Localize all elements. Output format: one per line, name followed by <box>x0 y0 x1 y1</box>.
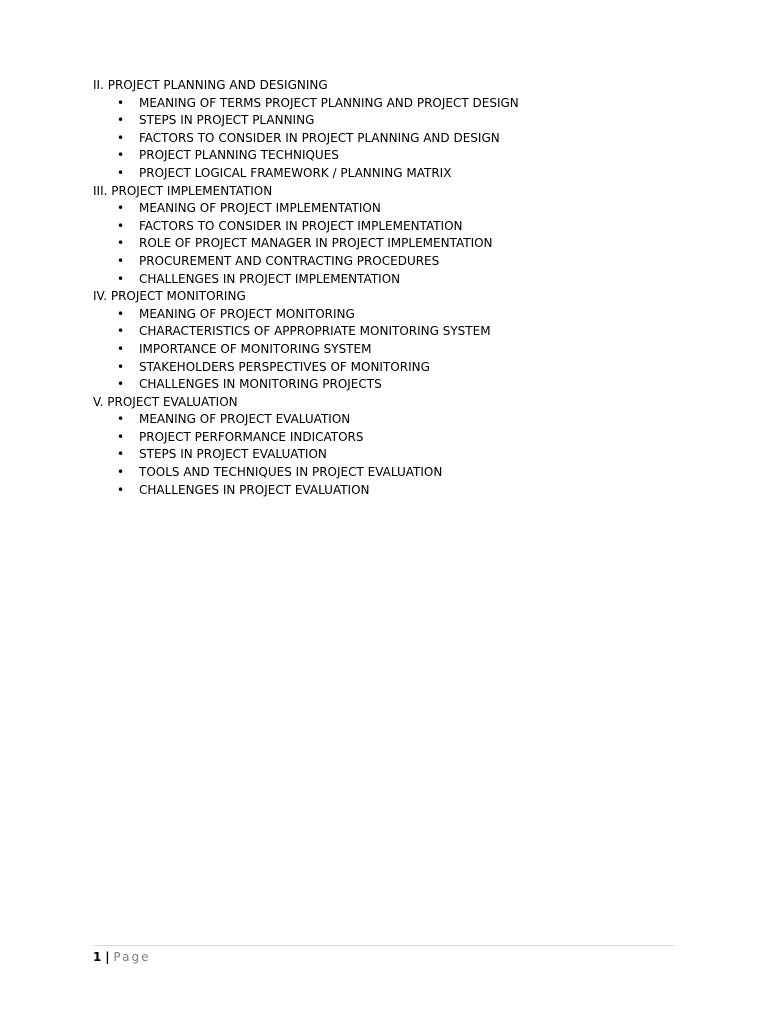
section-project-monitoring <box>93 288 693 394</box>
bullet-list <box>93 95 693 183</box>
bullet-icon: • <box>117 95 125 110</box>
bullet-list <box>93 411 693 499</box>
list-item-text: PROJECT PERFORMANCE INDICATORS <box>139 429 364 444</box>
bullet-list <box>93 200 693 288</box>
list-item-text: STAKEHOLDERS PERSPECTIVES OF MONITORING <box>139 359 430 374</box>
page-number: 1 <box>93 950 102 964</box>
list-item <box>93 306 693 324</box>
section-project-planning <box>93 77 693 183</box>
list-item <box>93 253 693 271</box>
bullet-icon: • <box>117 130 125 145</box>
list-item-text: CHALLENGES IN MONITORING PROJECTS <box>139 377 382 392</box>
list-item-text: IMPORTANCE OF MONITORING SYSTEM <box>139 341 372 356</box>
list-item <box>93 112 693 130</box>
list-item-text: PROJECT LOGICAL FRAMEWORK / PLANNING MATRIX <box>139 165 452 180</box>
bullet-icon: • <box>117 412 125 427</box>
bullet-icon: • <box>117 482 125 497</box>
bullet-icon: • <box>117 465 125 480</box>
page-footer <box>93 945 675 965</box>
bullet-icon: • <box>117 429 125 444</box>
bullet-list <box>93 306 693 394</box>
page-label: Page <box>113 950 151 964</box>
document-body <box>93 77 693 499</box>
section-heading: IV. PROJECT MONITORING <box>93 289 246 304</box>
list-item-text: MEANING OF PROJECT MONITORING <box>139 306 355 321</box>
list-item-text: PROJECT PLANNING TECHNIQUES <box>139 148 339 163</box>
list-item <box>93 376 693 394</box>
bullet-icon: • <box>117 253 125 268</box>
list-item-text: STEPS IN PROJECT PLANNING <box>139 113 315 128</box>
list-item-text: MEANING OF PROJECT EVALUATION <box>139 412 351 427</box>
bullet-icon: • <box>117 236 125 251</box>
list-item <box>93 235 693 253</box>
bullet-icon: • <box>117 306 125 321</box>
list-item <box>93 147 693 165</box>
bullet-icon: • <box>117 201 125 216</box>
bullet-icon: • <box>117 165 125 180</box>
list-item <box>93 482 693 500</box>
footer-separator: | <box>105 950 110 964</box>
bullet-icon: • <box>117 341 125 356</box>
list-item <box>93 464 693 482</box>
section-project-evaluation <box>93 394 693 500</box>
list-item <box>93 359 693 377</box>
section-heading: II. PROJECT PLANNING AND DESIGNING <box>93 78 328 92</box>
bullet-icon: • <box>117 447 125 462</box>
list-item-text: CHALLENGES IN PROJECT IMPLEMENTATION <box>139 271 401 286</box>
list-item <box>93 271 693 289</box>
section-project-implementation <box>93 183 693 289</box>
list-item-text: FACTORS TO CONSIDER IN PROJECT PLANNING AND DESIGN <box>139 130 500 145</box>
list-item-text: MEANING OF TERMS PROJECT PLANNING AND PROJECT DESIGN <box>139 95 519 110</box>
bullet-icon: • <box>117 324 125 339</box>
bullet-icon: • <box>117 148 125 163</box>
list-item <box>93 95 693 113</box>
list-item-text: STEPS IN PROJECT EVALUATION <box>139 447 327 462</box>
bullet-icon: • <box>117 218 125 233</box>
list-item <box>93 323 693 341</box>
list-item <box>93 165 693 183</box>
bullet-icon: • <box>117 377 125 392</box>
list-item-text: CHALLENGES IN PROJECT EVALUATION <box>139 482 370 497</box>
list-item <box>93 130 693 148</box>
bullet-icon: • <box>117 359 125 374</box>
list-item-text: FACTORS TO CONSIDER IN PROJECT IMPLEMENTATION <box>139 218 463 233</box>
bullet-icon: • <box>117 271 125 286</box>
list-item <box>93 429 693 447</box>
list-item <box>93 411 693 429</box>
list-item-text: MEANING OF PROJECT IMPLEMENTATION <box>139 201 381 216</box>
list-item-text: ROLE OF PROJECT MANAGER IN PROJECT IMPLEMENTATION <box>139 236 493 251</box>
list-item <box>93 446 693 464</box>
section-heading: V. PROJECT EVALUATION <box>93 394 238 409</box>
section-heading: III. PROJECT IMPLEMENTATION <box>93 183 273 198</box>
list-item <box>93 341 693 359</box>
list-item-text: CHARACTERISTICS OF APPROPRIATE MONITORING SYSTEM <box>139 324 491 339</box>
list-item <box>93 200 693 218</box>
bullet-icon: • <box>117 113 125 128</box>
list-item-text: TOOLS AND TECHNIQUES IN PROJECT EVALUATION <box>139 465 443 480</box>
list-item-text: PROCUREMENT AND CONTRACTING PROCEDURES <box>139 253 440 268</box>
list-item <box>93 218 693 236</box>
